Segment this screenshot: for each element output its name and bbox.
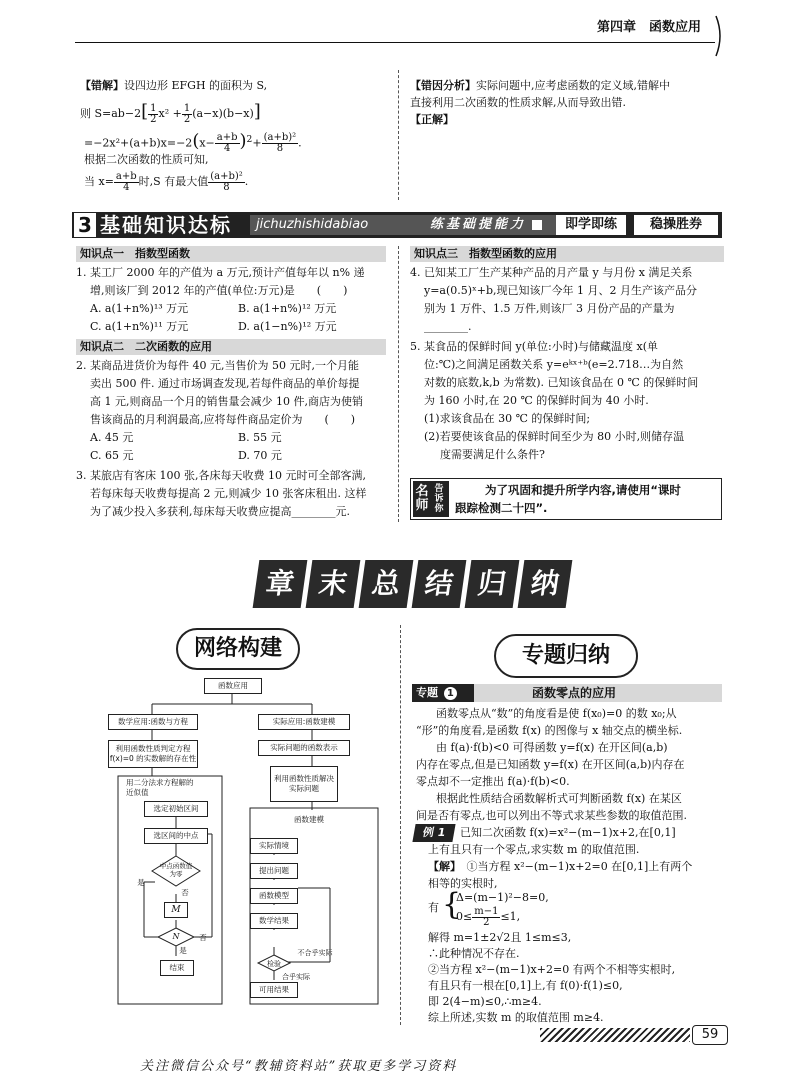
topics-heading: 专题归纳 — [494, 634, 638, 678]
summary-char-2: 末 — [306, 560, 361, 608]
knowledge-point-2: 知识点二 二次函数的应用 — [76, 339, 386, 355]
solution-system-line-2: 0≤ $\frac{m-1}{2}$ ≤1, — [456, 905, 521, 928]
header-bracket-decoration — [712, 14, 726, 58]
knowledge-point-3: 知识点三 指数型函数的应用 — [410, 246, 724, 262]
topic-title: 函数零点的应用 — [532, 686, 617, 700]
flow-label-bisection: 用二分法求方程解的近似值 — [126, 778, 196, 798]
q4-line-2: y=a(0.5)ˣ+b,现已知该厂今年 1 月、2 月生产该产品分 — [424, 284, 697, 297]
q2-option-d: D. 70 元 — [238, 449, 282, 462]
wrong-solution-line-5: 当 x= $\frac{a+b}{4}$ 时,S 有最大值 $\frac{\text{(a+b)²}}{8}$ . — [84, 170, 249, 193]
solution-line-5: ②当方程 x²−(m−1)x+2=0 有两个不相等实根时, — [428, 963, 676, 976]
flow-node-existence: 利用函数性质判定方程 f(x)=0 的实数解的存在性 — [108, 740, 198, 768]
flow-node-solve-real: 利用函数性质解决实际问题 — [270, 766, 338, 802]
q3-line-1: 3. 某旅店有客床 100 张,各床每天收费 10 元时可全部客满, — [76, 469, 366, 482]
flow-node-check: 检验 — [267, 960, 281, 968]
teacher-tip-box — [410, 478, 722, 520]
column-divider-middle — [398, 246, 400, 522]
error-analysis-line-1: 【错因分析】实际问题中,应考虑函数的定义域,错解中 — [410, 79, 670, 92]
column-divider-bottom — [400, 625, 402, 1025]
flow-label-yes-1: 是 — [137, 878, 145, 887]
flow-node-result: 数学结果 — [250, 913, 298, 929]
flow-node-midpoint: 选区间的中点 — [144, 828, 208, 844]
flow-node-representation: 实际问题的函数表示 — [258, 740, 350, 756]
section-banner — [72, 212, 722, 238]
solution-line-3: 解得 m=1±2√2且 1≤m≤3, — [428, 931, 572, 944]
q2-line-2: 卖出 500 件. 通过市场调查发现,若每件商品的单价每提 — [90, 377, 360, 390]
summary-char-4: 结 — [412, 560, 467, 608]
topic-para2-line-1: 由 f(a)·f(b)<0 可得函数 y=f(x) 在开区间(a,b) — [436, 741, 668, 754]
q4-line-3: 别为 1 万件、1.5 万件,则该厂 3 月份产品的产量为 — [424, 302, 675, 315]
q1-line-2: 增,则该厂到 2012 年的产值(单位:万元)是 ( ) — [90, 284, 348, 297]
flow-node-situation: 实际情境 — [250, 838, 298, 854]
topic-badge: 专题 1 — [412, 684, 474, 702]
flow-label-modeling: 函数建模 — [294, 815, 324, 824]
topic-para1-line-2: “形”的角度看,是函数 f(x) 的图像与 x 轴交点的横坐标. — [416, 724, 683, 737]
q2-option-b: B. 55 元 — [238, 431, 282, 444]
q5-line-3: 对数的底数,k,b 为常数). 已知该食品在 0 ℃ 的保鲜时间 — [424, 376, 699, 389]
knowledge-point-1: 知识点一 指数型函数 — [76, 246, 386, 262]
wrong-solution-line-1: 【错解】设四边形 EFGH 的面积为 S, — [80, 79, 268, 92]
solution-system-line-1: Δ=(m−1)²−8=0, — [456, 891, 549, 904]
flow-node-function-application: 函数应用 — [204, 678, 262, 694]
q5-line-7: 度需要满足什么条件? — [440, 448, 545, 461]
flow-node-real-application: 实际应用:函数建模 — [258, 714, 350, 730]
solution-line-4: ∴此种情况不存在. — [428, 947, 520, 960]
flow-node-initial-interval: 选定初始区间 — [144, 801, 208, 817]
correct-solution-label: 【正解】 — [410, 113, 454, 126]
solution-line-1: 【解】 ①当方程 x²−(m−1)x+2=0 在[0,1]上有两个 — [428, 860, 693, 873]
footer-note: 关注微信公众号“教辅资料站”获取更多学习资料 — [140, 1059, 458, 1074]
flow-node-end: 结束 — [160, 960, 194, 976]
solution-brace: { — [442, 887, 462, 922]
q2-option-a: A. 45 元 — [90, 431, 134, 444]
flow-node-m: M — [164, 902, 188, 918]
q3-line-2: 若每床每天收费每提高 2 元,则减少 10 张客床租出. 这样 — [90, 487, 367, 500]
example-badge: 例 1 — [412, 824, 455, 842]
solution-system-have: 有 — [428, 901, 439, 914]
solution-line-6: 有且只有一根在[0,1]上,有 f(0)·f(1)≤0, — [428, 979, 623, 992]
q2-option-c: C. 65 元 — [90, 449, 134, 462]
q5-line-4: 为 160 小时,在 20 ℃ 的保鲜时间为 40 小时. — [424, 394, 649, 407]
summary-char-6: 纳 — [518, 560, 573, 608]
flow-label-not-fit: 不合乎实际 — [297, 949, 333, 957]
flow-node-question: 提出问题 — [250, 863, 298, 879]
flow-label-no-2: 否 — [199, 933, 207, 942]
q1-option-c: C. a(1+n%)¹¹ 万元 — [90, 320, 189, 333]
q2-line-3: 高 1 元,则商品一个月的销售量会减少 10 件,商店为使销 — [90, 395, 363, 408]
banner-square-icon — [532, 220, 542, 230]
flow-label-no-1: 否 — [181, 888, 189, 897]
topic-bar — [412, 684, 722, 702]
error-analysis-line-2: 直接利用二次函数的性质求解,从而导致出错. — [410, 96, 626, 109]
page-number-hatch — [540, 1028, 690, 1042]
q3-line-3: 为了减少投入多获利,每床每天收费应提高________元. — [90, 505, 350, 518]
q2-line-1: 2. 某商品进货价为每件 40 元,当售价为 50 元时,一个月能 — [76, 359, 359, 372]
q5-line-2: 位:℃)之间满足函数关系 y=eᵏˣ⁺ᵇ(e=2.718…为自然 — [424, 358, 684, 371]
topic-para1-line-1: 函数零点从“数”的角度看是使 f(x₀)=0 的数 x₀;从 — [436, 707, 677, 720]
banner-number: 3 — [74, 213, 96, 237]
banner-pinyin: jichuzhishidabiao 练基础提能力 — [250, 215, 566, 235]
wrong-solution-line-4: 根据二次函数的性质可知, — [84, 153, 209, 166]
flow-node-model: 函数模型 — [250, 888, 298, 904]
q5-line-6: (2)若要使该食品的保鲜时间至少为 80 小时,则储存温 — [424, 430, 685, 443]
q1-option-d: D. a(1−n%)¹² 万元 — [238, 320, 337, 333]
solution-line-2: 相等的实根时, — [428, 877, 498, 890]
topic-para3-line-1: 根据此性质结合函数解析式可判断函数 f(x) 在某区 — [436, 792, 682, 805]
teacher-tip-line-2: 跟踪检测二十四”. — [455, 501, 548, 515]
summary-char-3: 总 — [359, 560, 414, 608]
q5-line-5: (1)求该食品在 30 ℃ 的保鲜时间; — [424, 412, 591, 425]
banner-tag-1: 即学即练 — [556, 215, 626, 235]
banner-title: 基础知识达标 — [100, 213, 232, 237]
example-line-2: 上有且只有一个零点,求实数 m 的取值范围. — [428, 843, 640, 856]
q4-line-1: 4. 已知某工厂生产某种产品的月产量 y 与月份 x 满足关系 — [410, 266, 693, 279]
q1-line-1: 1. 某工厂 2000 年的产值为 a 万元,预计产值每年以 n% 递 — [76, 266, 365, 279]
chapter-label: 第四章 函数应用 — [597, 20, 702, 35]
flow-label-fit: 合乎实际 — [282, 973, 310, 981]
summary-char-5: 归 — [465, 560, 520, 608]
flow-node-midpoint-zero: 中点函数值为零 — [159, 862, 193, 878]
topic-para2-line-3: 零点却不一定推出 f(a)·f(b)<0. — [416, 775, 570, 788]
flow-node-math-application: 数学应用:函数与方程 — [108, 714, 198, 730]
header-rule — [75, 42, 715, 43]
topic-para3-line-2: 间是否有零点,也可以列出不等式求某些参数的取值范围. — [416, 809, 687, 822]
page-number: 59 — [692, 1025, 728, 1045]
teacher-tip-line-1: 为了巩固和提升所学内容,请使用“课时 — [485, 483, 681, 497]
wrong-solution-line-3: =−2x²+(a+b)x=−2(x− $\frac{a+b}{4}$ )$^2$+ $\frac{\text{(a+b)²}}{8}$ . — [84, 130, 302, 155]
flow-node-usable-result: 可用结果 — [250, 982, 298, 998]
wrong-solution-line-2: 则 S=ab−2[ $\frac{1}{2}$ x² + $\frac{1}{2}$ (a−x)(b−x)] — [80, 101, 261, 125]
banner-tag-2: 稳操胜券 — [634, 215, 718, 235]
q4-line-4: ________. — [424, 320, 472, 333]
flow-label-yes-2: 是 — [179, 946, 187, 955]
network-heading: 网络构建 — [176, 628, 300, 670]
column-divider-top — [398, 70, 400, 200]
solution-line-7: 即 2(4−m)≤0,∴m≥4. — [428, 995, 542, 1008]
example-line-1: 已知二次函数 f(x)=x²−(m−1)x+2,在[0,1] — [460, 826, 676, 839]
q5-line-1: 5. 某食品的保鲜时间 y(单位:小时)与储藏温度 x(单 — [410, 340, 658, 353]
q2-line-4: 售该商品的月利润最高,应将每件商品定价为 ( ) — [90, 413, 356, 426]
topic-para2-line-2: 内存在零点,但是已知函数 y=f(x) 在开区间(a,b)内存在 — [416, 758, 685, 771]
solution-line-8: 综上所述,实数 m 的取值范围 m≥4. — [428, 1011, 604, 1024]
flow-node-n: N — [172, 932, 180, 941]
summary-char-1: 章 — [253, 560, 308, 608]
q1-option-a: A. a(1+n%)¹³ 万元 — [90, 302, 189, 315]
teacher-tip-badge: 名师 告诉你 — [413, 481, 449, 517]
q1-option-b: B. a(1+n%)¹² 万元 — [238, 302, 337, 315]
